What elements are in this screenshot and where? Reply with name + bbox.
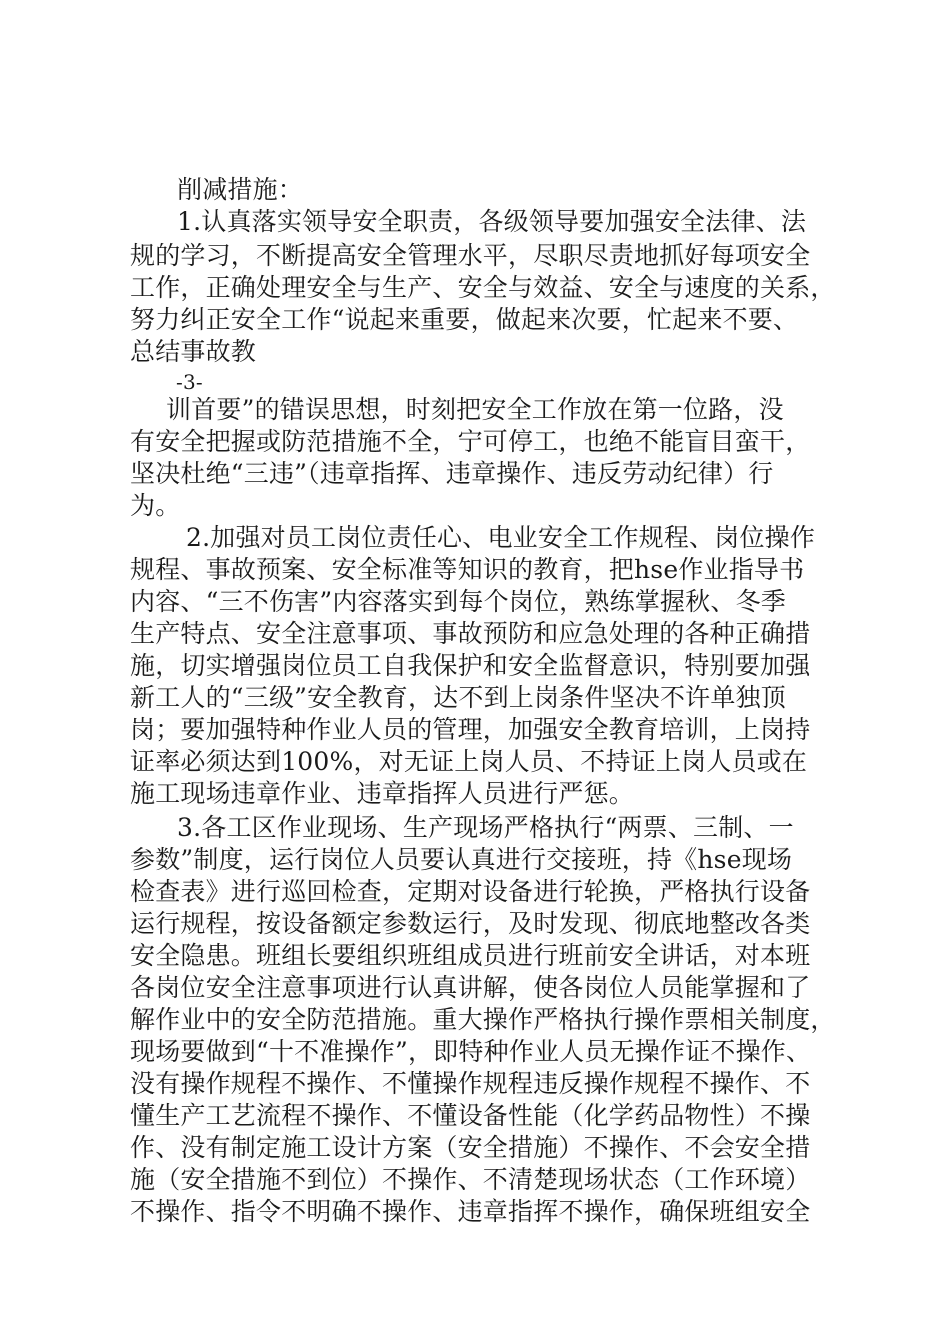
paragraph-line: 检查表》进行巡回检查，定期对设备进行轮换，严格执行设备 <box>130 877 811 906</box>
paragraph-line: 懂生产工艺流程不操作、不懂设备性能（化学药品物性）不操 <box>130 1101 811 1130</box>
paragraph-line: 努力纠正安全工作“说起来重要，做起来次要，忙起来不要、 <box>130 305 799 334</box>
paragraph-line: 坚决杜绝“三违”（违章指挥、违章操作、违反劳动纪律）行 <box>130 459 774 488</box>
paragraph-line: 各岗位安全注意事项进行认真讲解，使各岗位人员能掌握和了 <box>130 973 811 1002</box>
paragraph-line: 总结事故教 <box>130 337 257 366</box>
paragraph-line: 2.加强对员工岗位责任心、电业安全工作规程、岗位操作 <box>186 523 816 552</box>
paragraph-line: 有安全把握或防范措施不全，宁可停工，也绝不能盲目蛮干， <box>130 427 811 456</box>
paragraph-line: 施（安全措施不到位）不操作、不清楚现场状态（工作环境） <box>130 1165 811 1194</box>
paragraph-line: 没有操作规程不操作、不懂操作规程违反操作规程不操作、不 <box>130 1069 811 1098</box>
paragraph-line: 岗；要加强特种作业人员的管理，加强安全教育培训，上岗持 <box>130 715 811 744</box>
paragraph-line: 内容、“三不伤害”内容落实到每个岗位，熟练掌握秋、冬季 <box>130 587 786 616</box>
paragraph-line: 安全隐患。班组长要组织班组成员进行班前安全讲话，对本班 <box>130 941 811 970</box>
paragraph-line: 为。 <box>130 491 181 520</box>
paragraph-line: 生产特点、安全注意事项、事故预防和应急处理的各种正确措 <box>130 619 811 648</box>
paragraph-line: 新工人的“三级”安全教育，达不到上岗条件坚决不许单独顶 <box>130 683 786 712</box>
paragraph-line: 证率必须达到100%，对无证上岗人员、不持证上岗人员或在 <box>130 747 808 776</box>
paragraph-line: 解作业中的安全防范措施。重大操作严格执行操作票相关制度， <box>130 1005 836 1034</box>
paragraph-line: 工作，正确处理安全与生产、安全与效益、安全与速度的关系， <box>130 273 836 302</box>
section-heading: 削减措施： <box>177 175 304 204</box>
paragraph-line: 参数”制度，运行岗位人员要认真进行交接班，持《hse现场 <box>130 845 793 874</box>
paragraph-line: 训首要”的错误思想，时刻把安全工作放在第一位路，没 <box>166 395 784 424</box>
paragraph-line: 施工现场违章作业、违章指挥人员进行严惩。 <box>130 779 635 808</box>
paragraph-line: 3.各工区作业现场、生产现场严格执行“两票、三制、一 <box>177 813 794 842</box>
paragraph-line: 规的学习，不断提高安全管理水平，尽职尽责地抓好每项安全 <box>130 241 811 270</box>
paragraph-line: 不操作、指令不明确不操作、违章指挥不操作，确保班组安全 <box>130 1197 811 1226</box>
page-number: -3- <box>176 370 203 394</box>
paragraph-line: 规程、事故预案、安全标准等知识的教育，把hse作业指导书 <box>130 555 805 584</box>
paragraph-line: 现场要做到“十不准操作”，即特种作业人员无操作证不操作、 <box>130 1037 812 1066</box>
paragraph-line: 1.认真落实领导安全职责，各级领导要加强安全法律、法 <box>177 207 807 236</box>
paragraph-line: 作、没有制定施工设计方案（安全措施）不操作、不会安全措 <box>130 1133 811 1162</box>
paragraph-line: 运行规程，按设备额定参数运行，及时发现、彻底地整改各类 <box>130 909 811 938</box>
paragraph-line: 施，切实增强岗位员工自我保护和安全监督意识，特别要加强 <box>130 651 811 680</box>
